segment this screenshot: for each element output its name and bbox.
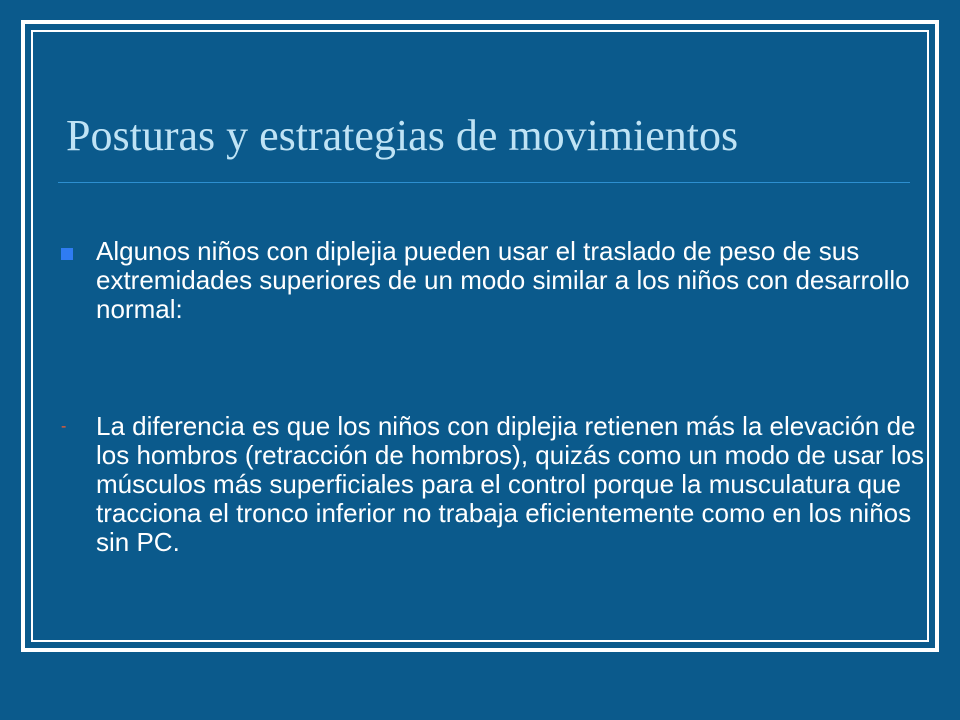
- bullet-text-1: Algunos niños con diplejia pueden usar el traslado de peso de sus extremidades superiores de un modo similar a los niños con desarrollo normal:: [96, 236, 910, 324]
- slide-title: Posturas y estrategias de movimientos: [66, 111, 739, 160]
- square-bullet-icon: [61, 248, 73, 260]
- title-divider: [58, 182, 910, 183]
- bullet-text-2: La diferencia es que los niños con diplejia retienen más la elevación de los hombros (retracción de hombros), quizás como un modo de usar los músculos más superficiales para el control porque la musculatura que tracciona el tronco inferior no trabaja eficientemente como en los niños sin PC.: [96, 411, 925, 557]
- dash-bullet-icon: -: [61, 418, 67, 435]
